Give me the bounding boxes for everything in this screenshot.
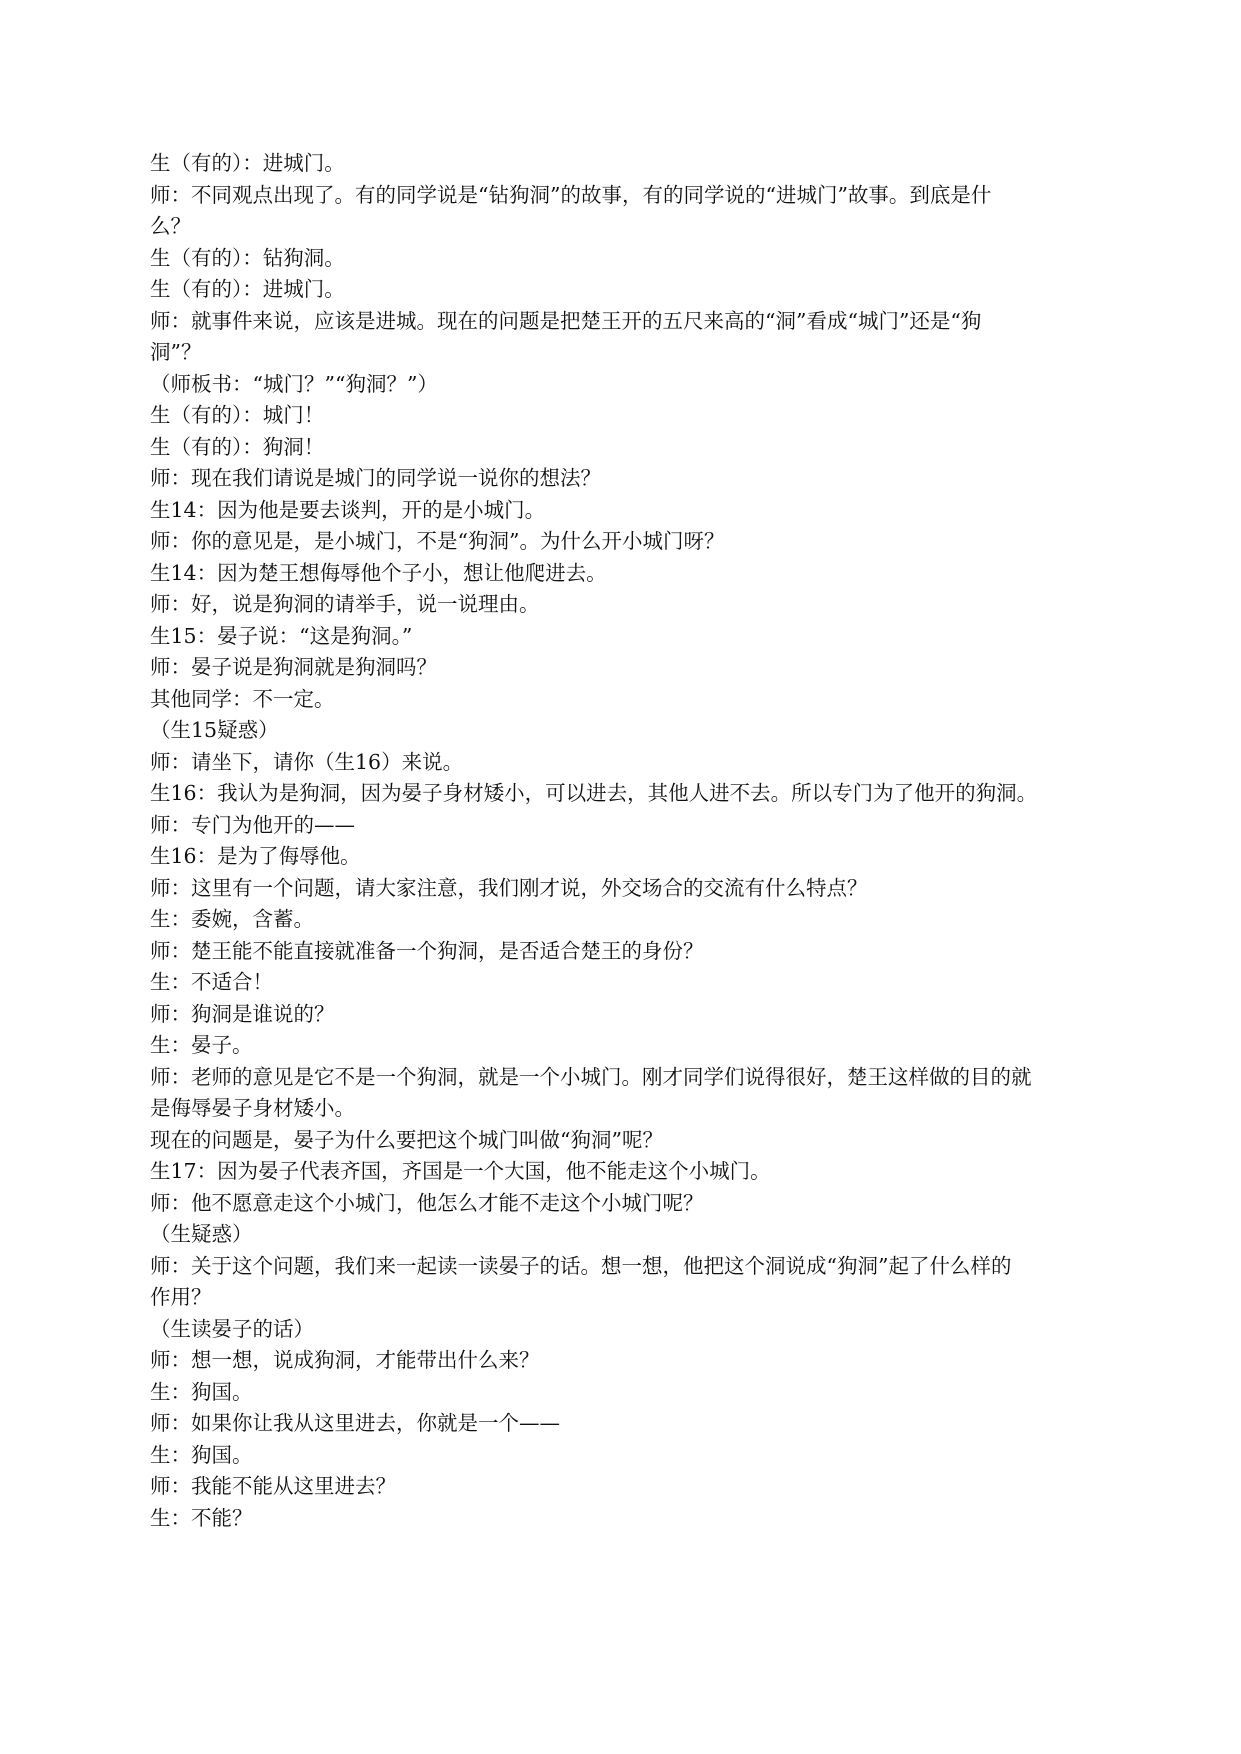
text-line: 师：老师的意见是它不是一个狗洞，就是一个小城门。刚才同学们说得很好，楚王这样做的目的就: [150, 1064, 1032, 1089]
text-line: 生：不能？: [150, 1505, 253, 1530]
text-line: 生14：因为他是要去谈判，开的是小城门。: [150, 497, 546, 522]
text-line: （生疑惑）: [150, 1222, 253, 1246]
text-line: 师：现在我们请说是城门的同学说一说你的想法？: [150, 466, 601, 490]
text-line: 师：想一想，说成狗洞，才能带出什么来？: [150, 1348, 540, 1372]
text-line: 生16：是为了侮辱他。: [150, 844, 361, 868]
text-line: 生：狗国。: [150, 1379, 253, 1404]
text-line: 生（有的）：进城门。: [150, 277, 345, 301]
text-line: 师：狗洞是谁说的？: [150, 1001, 335, 1026]
transcript-body: [150, 148, 1100, 1534]
text-line: 生17：因为晏子代表齐国，齐国是一个大国，他不能走这个小城门。: [150, 1159, 771, 1183]
text-line: 其他同学：不一定。: [150, 686, 335, 711]
text-line: 师：如果你让我从这里进去，你就是一个——: [150, 1411, 560, 1435]
text-line: 师：就事件来说，应该是进城。现在的问题是把楚王开的五尺来高的“洞”看成“城门”还是“狗: [150, 308, 982, 333]
text-line: 师：好，说是狗洞的请举手，说一说理由。: [150, 592, 540, 616]
text-line: 师：他不愿意走这个小城门，他怎么才能不走这个小城门呢？: [150, 1190, 704, 1215]
text-line: 师：不同观点出现了。有的同学说是“钻狗洞”的故事，有的同学说的“进城门”故事。到底是什: [150, 182, 992, 207]
text-line: 生：晏子。: [150, 1033, 253, 1057]
text-line: 生：狗国。: [150, 1442, 253, 1467]
text-line: 师：你的意见是，是小城门，不是“狗洞”。为什么开小城门呀？: [150, 529, 725, 553]
text-line: （生读晏子的话）: [150, 1316, 314, 1341]
text-line: 是侮辱晏子身材矮小。: [150, 1096, 355, 1120]
text-line: 生14：因为楚王想侮辱他个子小，想让他爬进去。: [150, 560, 607, 585]
text-line: 么？: [150, 214, 191, 238]
text-line: 师：晏子说是狗洞就是狗洞吗？: [150, 655, 437, 679]
text-line: （生15疑惑）: [150, 718, 279, 742]
text-line: 生：委婉，含蓄。: [150, 907, 314, 931]
text-line: 生：不适合！: [150, 970, 273, 994]
text-line: 生（有的）：狗洞！: [150, 434, 325, 459]
text-line: 师：这里有一个问题，请大家注意，我们刚才说，外交场合的交流有什么特点？: [150, 875, 868, 900]
text-line: 作用？: [150, 1285, 212, 1309]
text-line: 师：关于这个问题，我们来一起读一读晏子的话。想一想，他把这个洞说成“狗洞”起了什么样的: [150, 1253, 1012, 1278]
text-line: 师：请坐下，请你（生16）来说。: [150, 749, 464, 774]
text-line: 生16：我认为是狗洞，因为晏子身材矮小，可以进去，其他人进不去。所以专门为了他开的狗洞。: [150, 781, 1038, 805]
text-line: 生（有的）：进城门。: [150, 151, 345, 175]
text-line: 生（有的）：城门！: [150, 403, 325, 427]
text-line: 师：楚王能不能直接就准备一个狗洞，是否适合楚王的身份？: [150, 938, 704, 963]
text-line: 师：专门为他开的——: [150, 812, 355, 837]
text-line: 师：我能不能从这里进去？: [150, 1474, 396, 1498]
text-line: 生（有的）：钻狗洞。: [150, 245, 345, 270]
text-line: 洞”？: [150, 340, 202, 364]
text-line: 现在的问题是，晏子为什么要把这个城门叫做“狗洞”呢？: [150, 1127, 663, 1152]
text-line: （师板书：“城门？”“狗洞？”）: [150, 371, 438, 396]
text-line: 生15：晏子说：“这是狗洞。”: [150, 623, 413, 648]
